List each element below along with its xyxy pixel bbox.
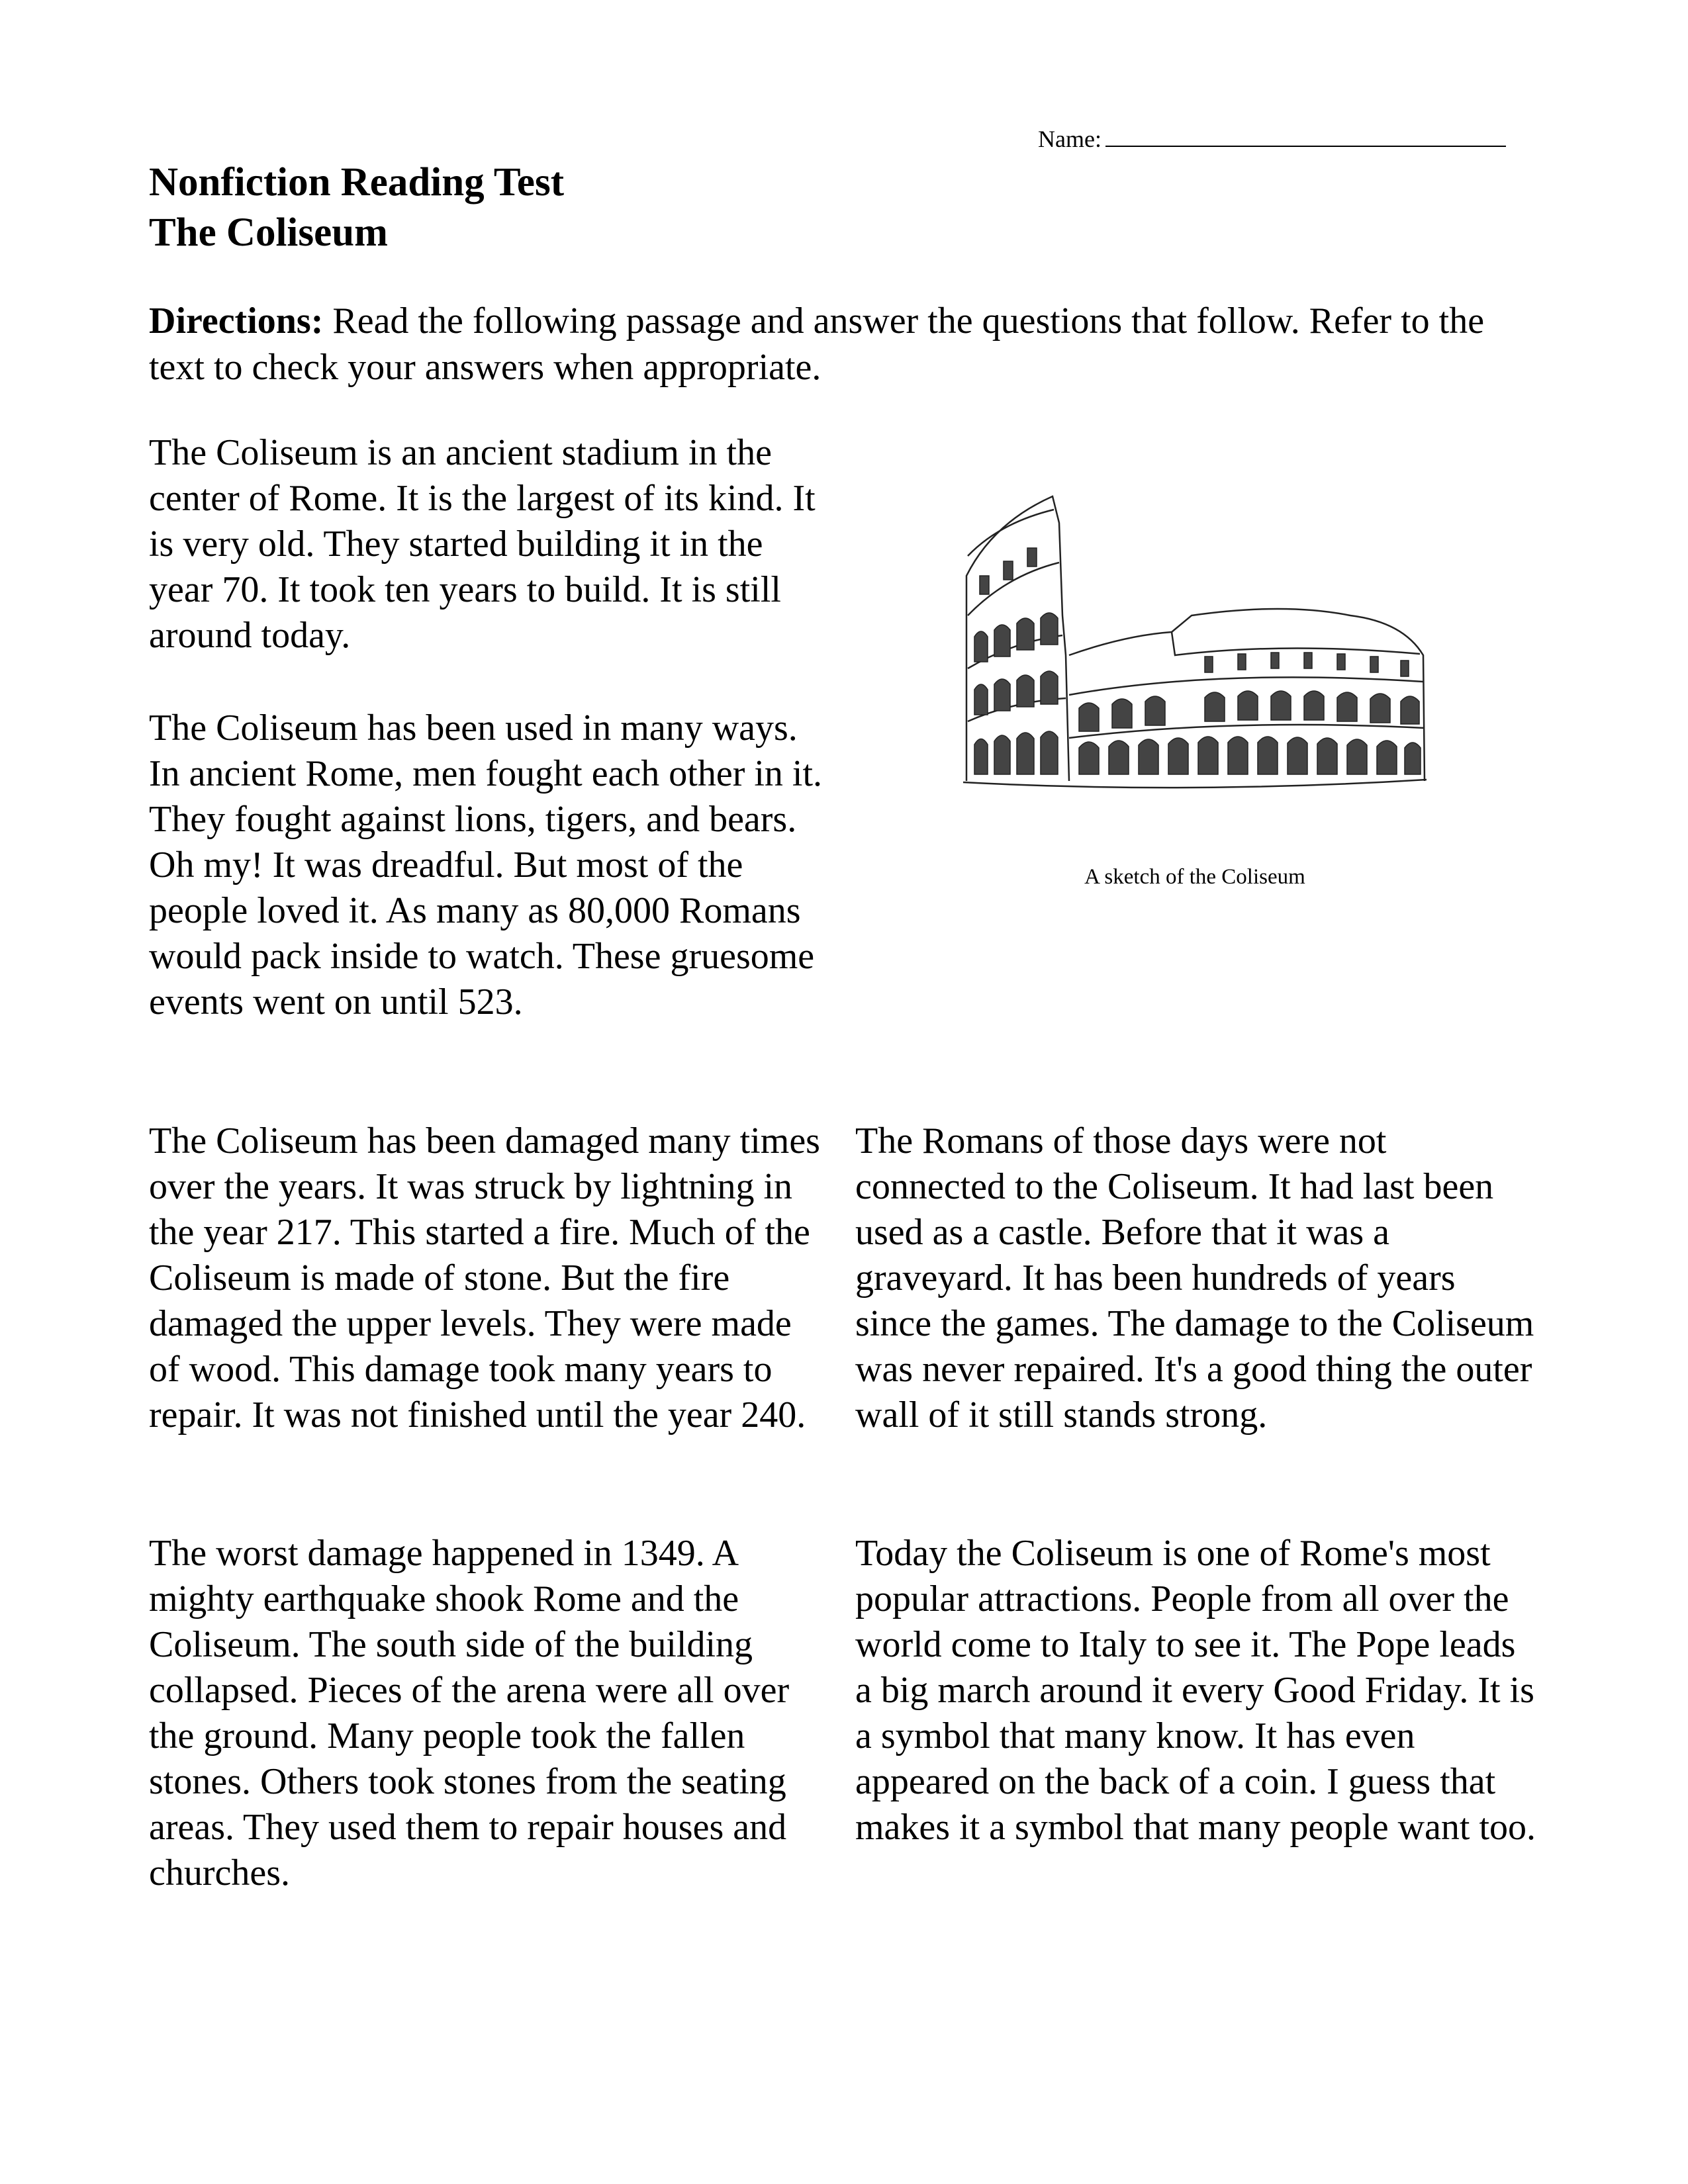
- name-field: [1038, 123, 1506, 154]
- directions: [149, 298, 1539, 390]
- name-label: Name:: [1038, 126, 1102, 152]
- passage-paragraph-1: The Coliseum is an ancient stadium in the center of Rome. It is the largest of its kind. It is very old. They started building it in the year 70. It took ten years to build. It is still around today.: [149, 432, 816, 656]
- passage-paragraph-3: The Coliseum has been damaged many times over the years. It was struck by lightning in the year 217. This started a fire. Much of the Coliseum is made of stone. But the fire damaged the upper levels. They were made of wood. This damage took many years to repair. It was not finished until the year 240.: [149, 1120, 820, 1435]
- title-line-1: Nonfiction Reading Test: [149, 160, 565, 205]
- directions-label: Directions:: [149, 300, 324, 341]
- name-blank-line[interactable]: [1105, 123, 1506, 147]
- passage-paragraph-5: The Romans of those days were not connected to the Coliseum. It had last been used as a castle. Before that it was a graveyard. It has been hundreds of years since the games. The damage to the Coliseum was never repaired. It's a good thing the outer wall of it still stands strong.: [855, 1120, 1534, 1435]
- figure-caption: A sketch of the Coliseum: [1084, 865, 1305, 889]
- directions-text: Read the following passage and answer the questions that follow. Refer to the text to check your answers when appropriate.: [149, 300, 1485, 388]
- passage-paragraph-6: Today the Coliseum is one of Rome's most popular attractions. People from all over the world come to Italy to see it. The Pope leads a big march around it every Good Friday. It is a symbol that many know. It has even appeared on the back of a coin. I guess that makes it a symbol that many people want too.: [855, 1533, 1536, 1848]
- passage-paragraph-4: The worst damage happened in 1349. A mighty earthquake shook Rome and the Coliseum. The south side of the building collapsed. Pieces of the arena were all over the ground. Many people took the fallen stones. Others took stones from the seating areas. They used them to repair houses and churches.: [149, 1533, 790, 1893]
- passage-paragraph-2: The Coliseum has been used in many ways. In ancient Rome, men fought each other in it. They fought against lions, tigers, and bears. Oh my! It was dreadful. But most of the people loved it. As many as 80,000 Romans would pack inside to watch. These gruesome events went on until 523.: [149, 707, 823, 1023]
- page-title: [149, 158, 564, 258]
- coliseum-sketch-icon: [953, 483, 1436, 794]
- title-line-2: The Coliseum: [149, 210, 388, 255]
